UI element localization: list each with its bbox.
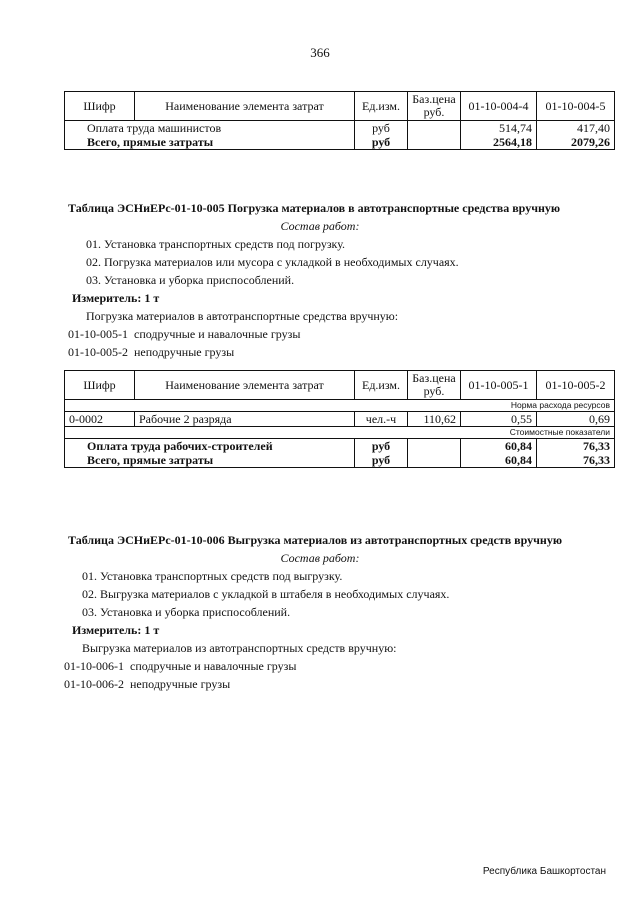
section2-step: 02. Выгрузка материалов с укладкой в штабеля в необходимых случаях. bbox=[82, 587, 450, 601]
table-row bbox=[65, 412, 615, 427]
table-header-row bbox=[65, 92, 615, 121]
section2-variant: 01-10-006-1 сподручные и навалочные грузы bbox=[64, 659, 297, 673]
header-col2: 01-10-005-2 bbox=[537, 371, 615, 400]
header-base-price: Баз.цена руб. bbox=[408, 371, 461, 400]
row-value: 2564,18 bbox=[461, 135, 537, 150]
header-unit: Ед.изм. bbox=[355, 92, 408, 121]
section1-step: 01. Установка транспортных средств под погрузку. bbox=[86, 237, 346, 251]
resource-name: Рабочие 2 разряда bbox=[135, 412, 355, 427]
section2-description: Выгрузка материалов из автотранспортных средств вручную: bbox=[82, 641, 397, 655]
table-row bbox=[65, 453, 615, 468]
section2-step: 01. Установка транспортных средств под выгрузку. bbox=[82, 569, 343, 583]
row-unit: руб bbox=[355, 453, 408, 468]
table-005 bbox=[64, 370, 615, 468]
section1-variant: 01-10-005-2 неподручные грузы bbox=[68, 345, 235, 359]
resource-value: 0,69 bbox=[537, 412, 615, 427]
table-top bbox=[64, 91, 615, 150]
row-value: 76,33 bbox=[537, 453, 615, 468]
header-col1: 01-10-004-4 bbox=[461, 92, 537, 121]
header-unit: Ед.изм. bbox=[355, 371, 408, 400]
resource-price: 110,62 bbox=[408, 412, 461, 427]
row-name: Оплата труда рабочих-строителей bbox=[65, 439, 355, 454]
table-header-row bbox=[65, 371, 615, 400]
table-row bbox=[65, 121, 615, 136]
section2-step: 03. Установка и уборка приспособлений. bbox=[82, 605, 291, 619]
section1-description: Погрузка материалов в автотранспортные средства вручную: bbox=[86, 309, 399, 323]
section1-title: Таблица ЭСНиЕРс-01-10-005 Погрузка материалов в автотранспортные средства вручную bbox=[68, 201, 561, 215]
header-name: Наименование элемента затрат bbox=[135, 371, 355, 400]
table-row bbox=[65, 135, 615, 150]
table-row bbox=[65, 439, 615, 454]
row-value: 514,74 bbox=[461, 121, 537, 136]
header-base-price: Баз.цена руб. bbox=[408, 92, 461, 121]
row-value: 60,84 bbox=[461, 453, 537, 468]
footer-region: Республика Башкортостан bbox=[482, 866, 606, 877]
section2-title: Таблица ЭСНиЕРс-01-10-006 Выгрузка материалов из автотранспортных средств вручную bbox=[68, 533, 563, 547]
norm-label-row bbox=[65, 400, 615, 412]
section2-meter: Измеритель: 1 т bbox=[72, 623, 160, 637]
row-value: 60,84 bbox=[461, 439, 537, 454]
row-unit: руб bbox=[355, 439, 408, 454]
header-code: Шифр bbox=[65, 371, 135, 400]
header-code: Шифр bbox=[65, 92, 135, 121]
row-value: 2079,26 bbox=[537, 135, 615, 150]
section2-variant: 01-10-006-2 неподручные грузы bbox=[64, 677, 231, 691]
row-name: Оплата труда машинистов bbox=[65, 121, 355, 136]
section1-step: 02. Погрузка материалов или мусора с укладкой в необходимых случаях. bbox=[86, 255, 459, 269]
cost-label-row bbox=[65, 427, 615, 439]
row-name: Всего, прямые затраты bbox=[65, 135, 355, 150]
page-number: 366 bbox=[310, 45, 330, 60]
section1-composition-title: Состав работ: bbox=[280, 219, 360, 233]
section1-step: 03. Установка и уборка приспособлений. bbox=[86, 273, 295, 287]
header-col1: 01-10-005-1 bbox=[461, 371, 537, 400]
resource-value: 0,55 bbox=[461, 412, 537, 427]
section1-meter: Измеритель: 1 т bbox=[72, 291, 160, 305]
row-value: 76,33 bbox=[537, 439, 615, 454]
row-unit: руб bbox=[355, 121, 408, 136]
row-name: Всего, прямые затраты bbox=[65, 453, 355, 468]
header-name: Наименование элемента затрат bbox=[135, 92, 355, 121]
resource-code: 0-0002 bbox=[65, 412, 135, 427]
section2-composition-title: Состав работ: bbox=[280, 551, 360, 565]
header-col2: 01-10-004-5 bbox=[537, 92, 615, 121]
resource-unit: чел.-ч bbox=[355, 412, 408, 427]
row-unit: руб bbox=[355, 135, 408, 150]
norm-label: Норма расхода ресурсов bbox=[65, 400, 615, 412]
cost-label: Стоимостные показатели bbox=[65, 427, 615, 439]
row-value: 417,40 bbox=[537, 121, 615, 136]
section1-variant: 01-10-005-1 сподручные и навалочные грузы bbox=[68, 327, 301, 341]
